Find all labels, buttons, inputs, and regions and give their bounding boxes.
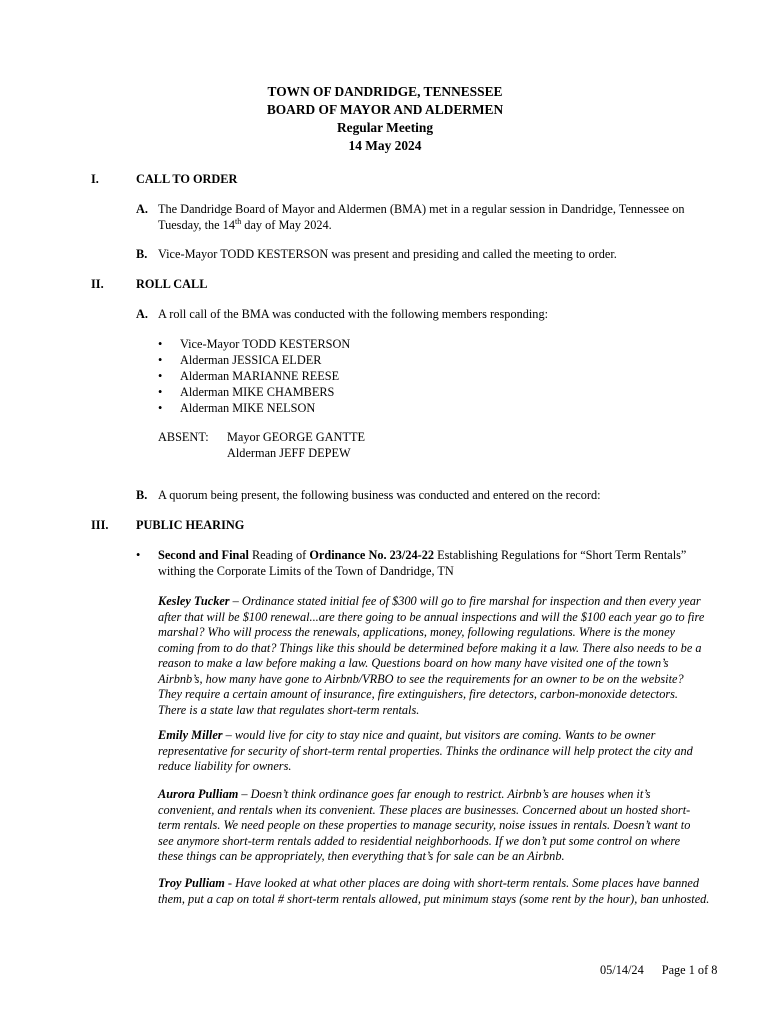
- section-number: II.: [91, 277, 104, 291]
- public-comment: Emily Miller – would live for city to stay nice and quaint, but visitors are coming. Wants to be owner representative for security of short-term rental properties. Thinks the ordinance will help protect the city and reduce liability for owners.: [158, 728, 693, 773]
- public-comment: Kesley Tucker – Ordinance stated initial fee of $300 will go to fire marshal for inspection and then every year after that will be $100 renewal...are there going to be annual inspections and will the $100 each year go to fire marshal? Who will process the renewals, applications, money, following regulations. Where is the money coming from to do that? Things like this should be determined before making it a law. There also needs to be a reason to make a law before making a law. Questions board on how many have visited one of the town’s Airbnb’s, how many have gone to Airbnb/VRBO to see the requirements for an owner to be on the website? They require a certain amount of insurance, fire extinguishers, fire detectors, carbon-monoxide detectors. There is a state law that regulates short-term rentals.: [158, 594, 705, 717]
- document-page: TOWN OF DANDRIDGE, TENNESSEE BOARD OF MAYOR AND ALDERMEN Regular Meeting 14 May 2024 I. CALL TO ORDER A. The Dandridge Board of Mayor and Aldermen (BMA) met in a regular session in Dandridge, Tennessee on Tuesday, the 14th day of May 2024. B. Vice-Mayor TODD KESTERSON was present and presiding and called the meeting to order. II. ROLL CALL A. A roll call of the BMA was conducted with the following members responding: • Vice-Mayor TODD KESTERSON • Alderman JESSICA ELDER • Alderman MARIANNE REESE • Alderman MIKE CHAMBERS • Alderman MIKE NELSON ABSENT: Mayor GEORGE GANTTE Alderman JEFF DEPEW B. A quorum being present, the following business was conducted and entered on the record: III. PUBLIC HEARING • Second and Final Reading of Ordinance No. 23/24-22 Establishing Regulations for “Short Term Rentals” withing the Corporate Limits of the Town of Dandridge, TN Kesley Tucker – Ordinance stated initial fee of $300 will go to fire marshal for inspection and then every year after that will be $100 renewal...are there going to be annual inspections and will the $100 each year go to fire marshal? Who will process the renewals, applications, money, following regulations. Where is the money coming from to do that? Things like this should be determined before making it a law. There also needs to be a reason to make a law before making a law. Questions board on how many have visited one of the town’s Airbnb’s, how many have gone to Airbnb/VRBO to see the requirements for an owner to be on the website? They require a certain amount of insurance, fire extinguishers, fire detectors, carbon-monoxide detectors. There is a state law that regulates short-term rentals. Emily Miller – would live for city to stay nice and quaint, but visitors are coming. Wants to be owner representative for security of short-term rental properties. Thinks the ordinance will help protect the city and reduce liability for owners. Aurora Pulliam – Doesn’t think ordinance goes far enough to restrict. Airbnb’s are houses when it’s convenient, and rentals when its convenient. These places are businesses. Concerned about un hosted short- term rentals. We need people on these properties to manage security, noise issues in rentals. Doesn’t want to see anymore short-term rentals added to residential neighborhoods. If we don’t put some control on where these things can be appropriately, then everything that’s for sale can be an Airbnb. Troy Pulliam - Have looked at what other places are doing with short-term rentals. Some places have banned them, put a cap on total # short-term rentals allowed, put minimum stays (some rent by the hour), ban unhosted. 05/14/24 Page 1 of 8: [0, 0, 770, 1024]
- section-title: PUBLIC HEARING: [136, 518, 245, 532]
- bullet-icon: •: [158, 385, 163, 399]
- item-label: B.: [136, 488, 148, 502]
- page-footer: [600, 963, 717, 979]
- item-label: A.: [136, 307, 148, 321]
- item-text: A roll call of the BMA was conducted with the following members responding:: [158, 307, 549, 321]
- footer-date: 05/14/24: [600, 963, 644, 977]
- roll-call-item-b: [136, 488, 716, 504]
- document-header: [0, 83, 770, 155]
- absent-label: ABSENT:: [158, 430, 209, 444]
- bullet-icon: •: [136, 548, 141, 562]
- section-number: III.: [91, 518, 109, 532]
- commenter-name: Aurora Pulliam: [158, 787, 239, 801]
- item-text-line: Tuesday, the 14th day of May 2024.: [158, 216, 332, 232]
- absent-member: Mayor GEORGE GANTTE: [227, 430, 365, 444]
- section-number: I.: [91, 172, 99, 186]
- commenter-name: Troy Pulliam: [158, 876, 225, 890]
- section-title: CALL TO ORDER: [136, 172, 238, 186]
- header-meeting-type: Regular Meeting: [336, 120, 434, 135]
- section-title: ROLL CALL: [136, 277, 208, 291]
- ordinance-line: withing the Corporate Limits of the Town of Dandridge, TN: [158, 563, 454, 578]
- item-label: B.: [136, 247, 148, 261]
- call-to-order-item-b: [136, 247, 716, 263]
- header-date: 14 May 2024: [348, 138, 422, 153]
- item-label: A.: [136, 202, 148, 216]
- absent-member: Alderman JEFF DEPEW: [227, 445, 351, 460]
- call-to-order-item-a: [136, 202, 716, 234]
- ordinance-line: Second and Final Reading of Ordinance No. 23/24-22 Establishing Regulations for “Short Term Rentals”: [158, 548, 687, 562]
- bullet-icon: •: [158, 337, 163, 351]
- item-text: A quorum being present, the following business was conducted and entered on the record:: [158, 488, 601, 502]
- ordinance-item: [136, 548, 726, 580]
- page-number: Page 1 of 8: [661, 963, 718, 977]
- bullet-icon: •: [158, 369, 163, 383]
- public-comment: Troy Pulliam - Have looked at what other places are doing with short-term rentals. Some places have banned them, put a cap on total # short-term rentals allowed, put minimum stays (some rent by the hour), ban unhosted.: [158, 876, 710, 906]
- header-board: BOARD OF MAYOR AND ALDERMEN: [266, 102, 504, 117]
- bullet-icon: •: [158, 401, 163, 415]
- roll-call-item-a: [136, 307, 716, 323]
- commenter-name: Emily Miller: [158, 728, 223, 742]
- item-text: Vice-Mayor TODD KESTERSON was present and presiding and called the meeting to order.: [158, 247, 617, 261]
- item-text-line: The Dandridge Board of Mayor and Aldermen (BMA) met in a regular session in Dandridge, Tennessee on: [158, 202, 685, 216]
- commenter-name: Kesley Tucker: [158, 594, 230, 608]
- public-comment: Aurora Pulliam – Doesn’t think ordinance goes far enough to restrict. Airbnb’s are houses when it’s convenient, and rentals when its convenient. These places are businesses. Concerned about un hosted short- term rentals. We need people on these properties to manage security, noise issues in rentals. Doesn’t want to see anymore short-term rentals added to residential neighborhoods. If we don’t put some control on where these things can be appropriately, then everything that’s for sale can be an Airbnb.: [158, 787, 691, 863]
- header-town: TOWN OF DANDRIDGE, TENNESSEE: [267, 84, 503, 99]
- bullet-icon: •: [158, 353, 163, 367]
